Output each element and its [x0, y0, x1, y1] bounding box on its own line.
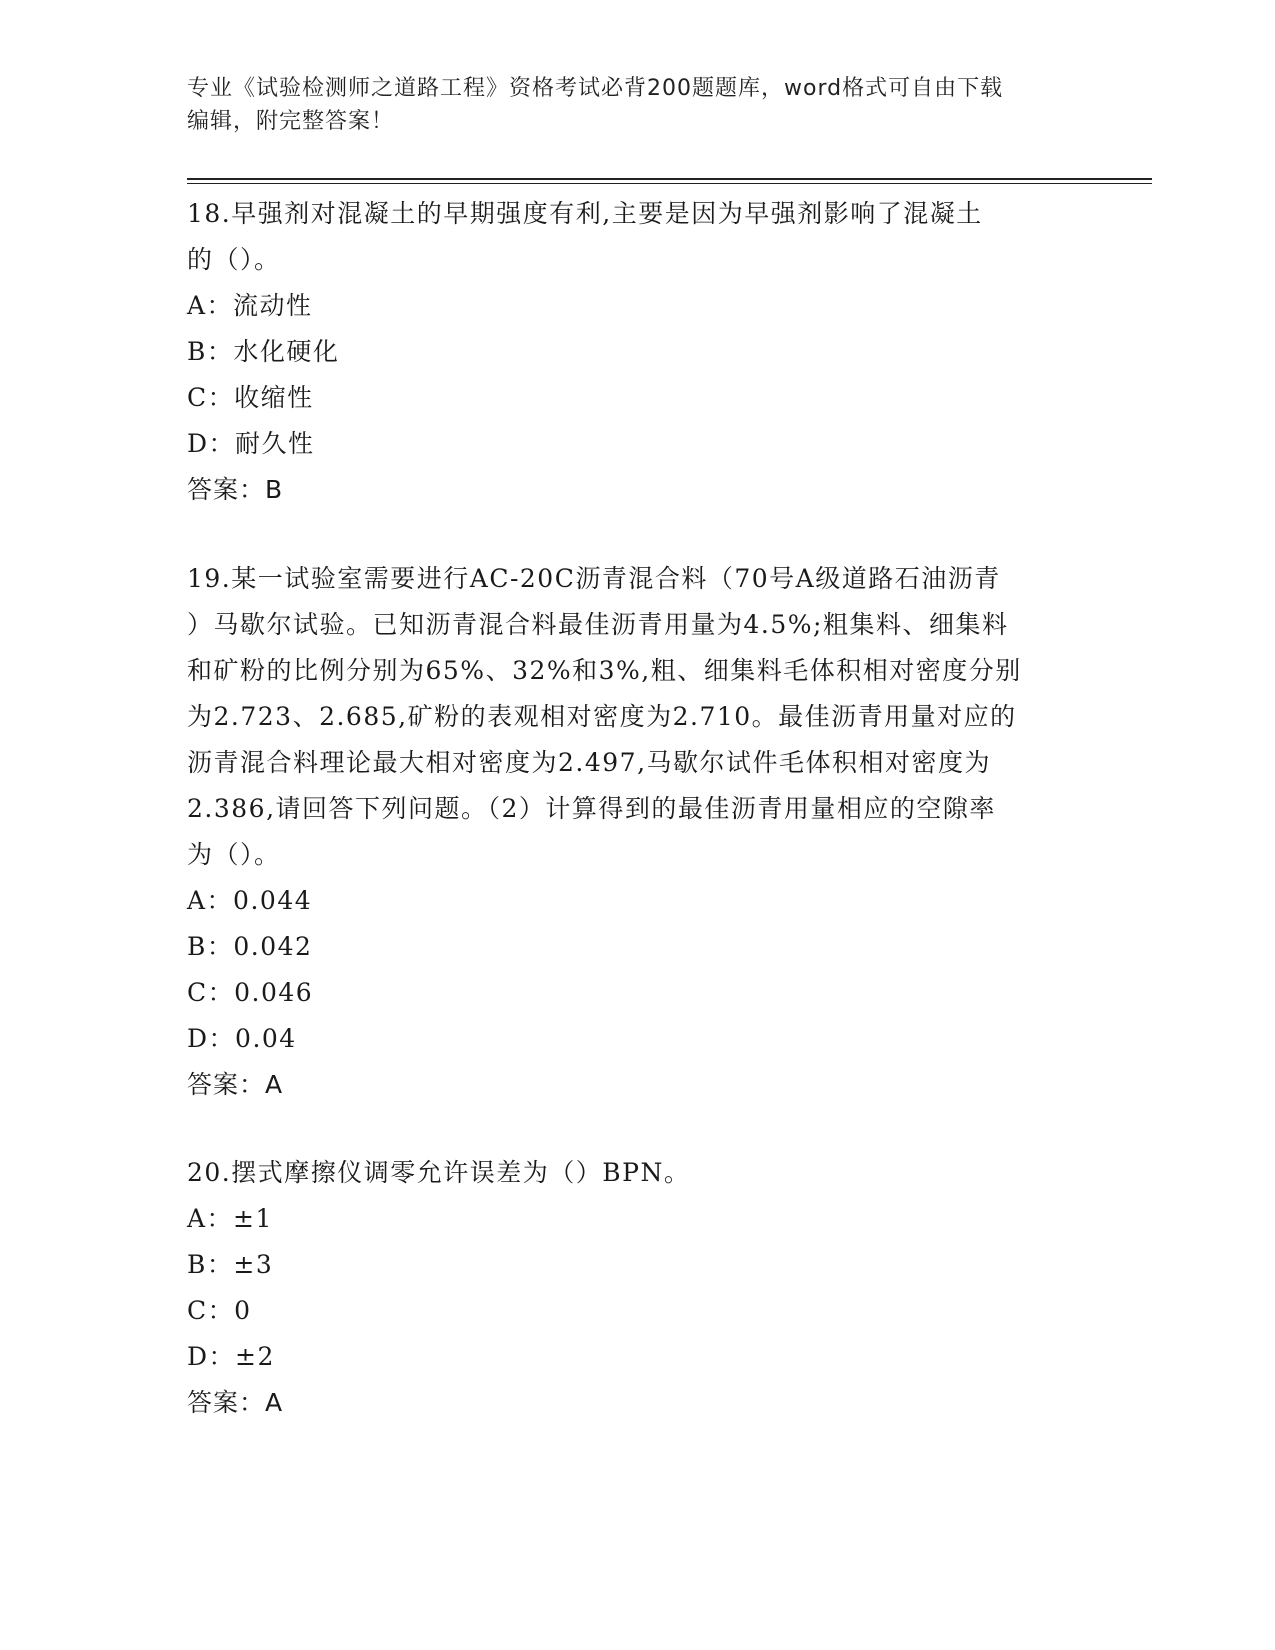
option-b: B：±3 [187, 1250, 274, 1279]
option-b: B：0.042 [187, 932, 313, 961]
header-line-2: 编辑，附完整答案！ [187, 109, 395, 134]
header-line-1: 专业《试验检测师之道路工程》资格考试必背200题题库，word格式可自由下载 [187, 76, 1004, 101]
answer: 答案：A [187, 1070, 284, 1099]
question-stem-line: 的（）。 [187, 245, 281, 274]
question-stem-line: 为（）。 [187, 840, 281, 869]
question-20 [187, 1150, 1087, 1426]
option-c: C：收缩性 [187, 383, 314, 412]
answer: 答案：A [187, 1388, 284, 1417]
option-a: A：±1 [187, 1204, 273, 1233]
header-divider-thin [187, 183, 1152, 184]
option-d: D：±2 [187, 1342, 275, 1371]
answer: 答案：B [187, 475, 284, 504]
question-stem-line: 19.某一试验室需要进行AC-20C沥青混合料（70号A级道路石油沥青 [187, 564, 1001, 593]
question-stem-line: 为2.723、2.685,矿粉的表观相对密度为2.710。最佳沥青用量对应的 [187, 702, 1017, 731]
question-stem-line: 沥青混合料理论最大相对密度为2.497,马歇尔试件毛体积相对密度为 [187, 748, 992, 777]
document-header [187, 72, 1087, 138]
option-d: D：耐久性 [187, 429, 315, 458]
question-stem-line: 2.386,请回答下列问题。（2）计算得到的最佳沥青用量相应的空隙率 [187, 794, 996, 823]
option-c: C：0 [187, 1296, 252, 1325]
option-c: C：0.046 [187, 978, 314, 1007]
option-b: B：水化硬化 [187, 337, 340, 366]
question-19 [187, 556, 1087, 1108]
option-d: D：0.04 [187, 1024, 297, 1053]
header-divider-thick [187, 178, 1152, 180]
question-stem-line: ）马歇尔试验。已知沥青混合料最佳沥青用量为4.5%;粗集料、细集料 [187, 610, 1009, 639]
option-a: A：0.044 [187, 886, 313, 915]
option-a: A：流动性 [187, 291, 313, 320]
question-stem-line: 和矿粉的比例分别为65%、32%和3%,粗、细集料毛体积相对密度分别 [187, 656, 1022, 685]
question-stem-line: 18.早强剂对混凝土的早期强度有利,主要是因为早强剂影响了混凝土 [187, 199, 983, 228]
question-18 [187, 191, 1087, 513]
question-stem-line: 20.摆式摩擦仪调零允许误差为（）BPN。 [187, 1158, 691, 1187]
